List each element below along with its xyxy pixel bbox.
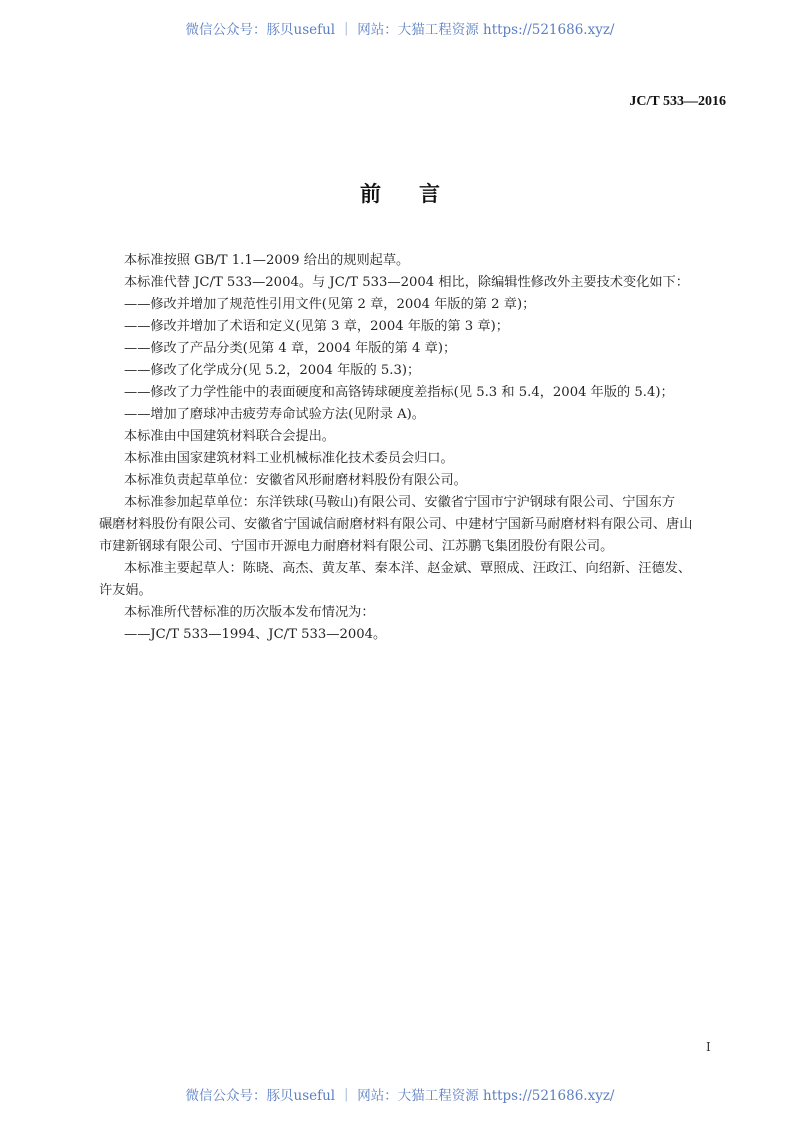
- text-line: 本标准所代替标准的历次版本发布情况为：: [124, 605, 375, 620]
- page-number: I: [706, 1040, 711, 1054]
- text-line: ——修改了力学性能中的表面硬度和高铬铸球硬度差指标(见 5.3 和 5.4，2004 年版的 5.4)；: [124, 385, 674, 400]
- page-title: 前言: [360, 181, 478, 206]
- text-line: 许友娟。: [99, 583, 152, 598]
- foreword-body: [99, 250, 707, 646]
- watermark-bottom: 微信公众号：豚贝useful ｜ 网站：大猫工程资源 https://521686.xyz/: [185, 1088, 615, 1104]
- text-line: 本标准主要起草人：陈晓、高杰、黄友革、秦本洋、赵金斌、覃照成、汪政江、向绍新、汪德发、: [124, 561, 692, 576]
- text-line: 本标准参加起草单位：东洋铁球(马鞍山)有限公司、安徽省宁国市宁沪钢球有限公司、宁国东方: [124, 495, 675, 510]
- text-line: ——修改了化学成分(见 5.2，2004 年版的 5.3)；: [124, 363, 421, 378]
- text-line: 本标准由中国建筑材料联合会提出。: [124, 429, 335, 444]
- text-line: ——修改并增加了规范性引用文件(见第 2 章，2004 年版的第 2 章)；: [124, 297, 536, 312]
- watermark-top: 微信公众号：豚贝useful ｜ 网站：大猫工程资源 https://521686.xyz/: [185, 22, 615, 38]
- text-line: 本标准由国家建筑材料工业机械标准化技术委员会归口。: [124, 451, 454, 466]
- text-line: ——修改了产品分类(见第 4 章，2004 年版的第 4 章)；: [124, 341, 457, 356]
- text-line: 本标准代替 JC/T 533—2004。与 JC/T 533—2004 相比，除编辑性修改外主要技术变化如下：: [124, 275, 689, 290]
- text-line: 本标准负责起草单位：安徽省风形耐磨材料股份有限公司。: [124, 473, 467, 488]
- text-line: 市建新钢球有限公司、宁国市开源电力耐磨材料有限公司、江苏鹏飞集团股份有限公司。: [99, 539, 614, 554]
- text-line: ——增加了磨球冲击疲劳寿命试验方法(见附录 A)。: [124, 407, 425, 422]
- text-line: ——JC/T 533—1994、JC/T 533—2004。: [124, 627, 387, 642]
- text-line: ——修改并增加了术语和定义(见第 3 章，2004 年版的第 3 章)；: [124, 319, 509, 334]
- text-line: 本标准按照 GB/T 1.1—2009 给出的规则起草。: [124, 253, 410, 268]
- text-line: 碾磨材料股份有限公司、安徽省宁国诚信耐磨材料有限公司、中建材宁国新马耐磨材料有限公司、唐山: [99, 517, 693, 532]
- document-number: JC/T 533—2016: [629, 94, 726, 109]
